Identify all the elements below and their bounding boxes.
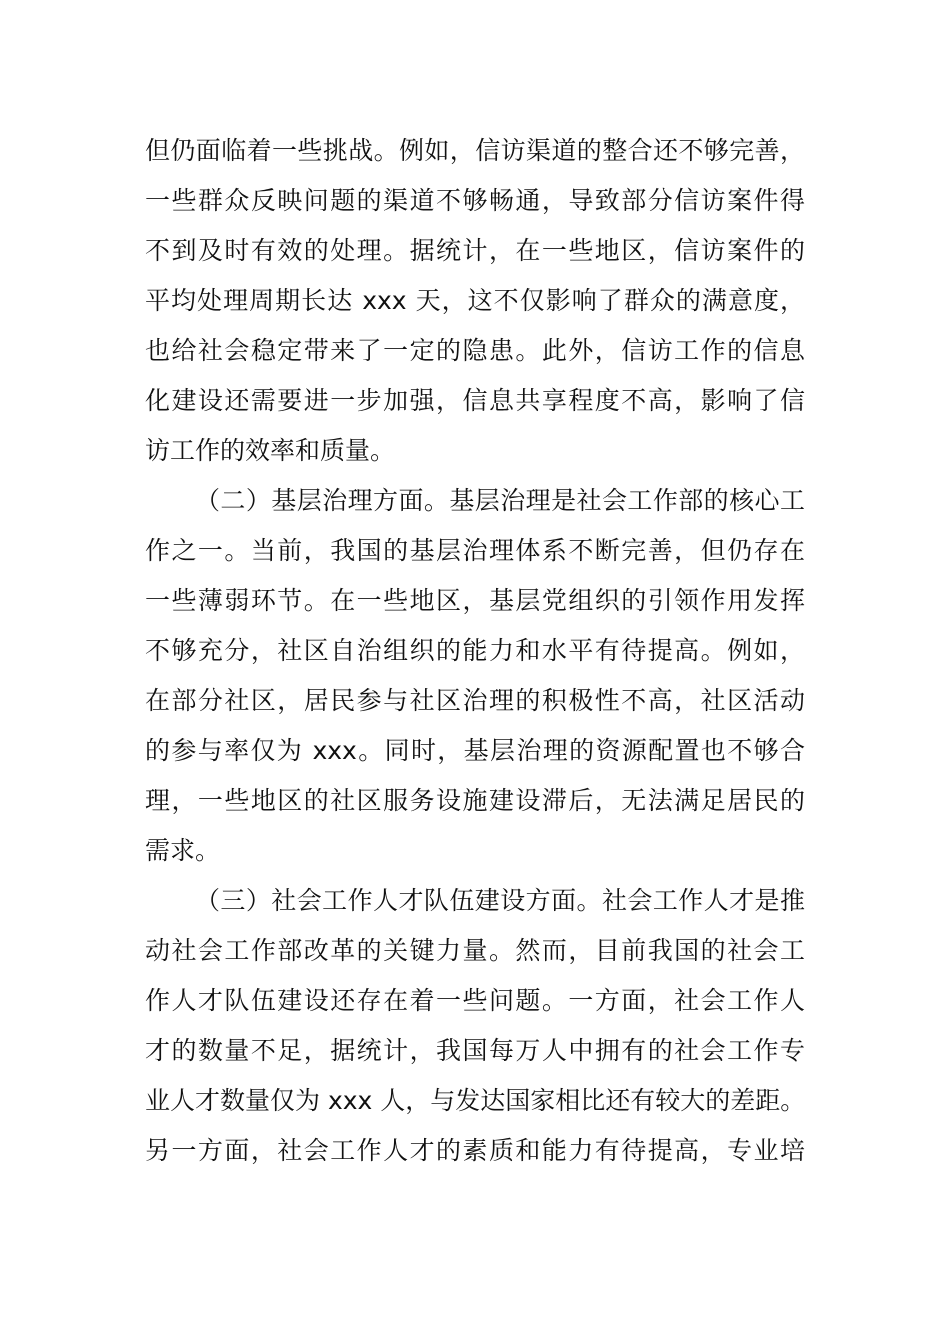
paragraph-3-line-5: 业人才数量仅为 xxx 人，与发达国家相比还有较大的差距。 bbox=[145, 1086, 806, 1115]
paragraph-2-line-3: 一些薄弱环节。在一些地区，基层党组织的引领作用发挥 bbox=[145, 586, 805, 615]
paragraph-1-line-6: 化建设还需要进一步加强，信息共享程度不高，影响了信 bbox=[145, 386, 805, 415]
paragraph-2-line-8: 需求。 bbox=[145, 836, 221, 865]
paragraph-1-line-1: 但仍面临着一些挑战。例如，信访渠道的整合还不够完善， bbox=[145, 136, 805, 165]
paragraph-3-line-4: 才的数量不足，据统计，我国每万人中拥有的社会工作专 bbox=[145, 1036, 805, 1065]
paragraph-1-line-5: 也给社会稳定带来了一定的隐患。此外，信访工作的信息 bbox=[145, 336, 805, 365]
paragraph-1-line-7: 访工作的效率和质量。 bbox=[145, 436, 396, 465]
paragraph-2-line-2: 作之一。当前，我国的基层治理体系不断完善，但仍存在 bbox=[145, 536, 805, 565]
paragraph-1-line-3: 不到及时有效的处理。据统计，在一些地区，信访案件的 bbox=[145, 236, 805, 265]
paragraph-2-line-7: 理，一些地区的社区服务设施建设滞后，无法满足居民的 bbox=[145, 786, 805, 815]
paragraph-3-line-3: 作人才队伍建设还存在着一些问题。一方面，社会工作人 bbox=[145, 986, 805, 1015]
paragraph-1-line-2: 一些群众反映问题的渠道不够畅通，导致部分信访案件得 bbox=[145, 186, 805, 215]
paragraph-3-line-6: 另一方面，社会工作人才的素质和能力有待提高，专业培 bbox=[145, 1136, 805, 1165]
paragraph-3-line-2: 动社会工作部改革的关键力量。然而，目前我国的社会工 bbox=[145, 936, 805, 965]
paragraph-1-line-4: 平均处理周期长达 xxx 天，这不仅影响了群众的满意度， bbox=[145, 286, 805, 315]
paragraph-2-line-5: 在部分社区，居民参与社区治理的积极性不高，社区活动 bbox=[145, 686, 805, 715]
paragraph-3-line-1: （三）社会工作人才队伍建设方面。社会工作人才是推 bbox=[195, 886, 805, 915]
paragraph-2-line-1: （二）基层治理方面。基层治理是社会工作部的核心工 bbox=[195, 486, 805, 515]
paragraph-2-line-6: 的参与率仅为 xxx。同时，基层治理的资源配置也不够合 bbox=[145, 736, 805, 765]
body-text bbox=[145, 126, 805, 1176]
paragraph-2-line-4: 不够充分，社区自治组织的能力和水平有待提高。例如， bbox=[145, 636, 805, 665]
